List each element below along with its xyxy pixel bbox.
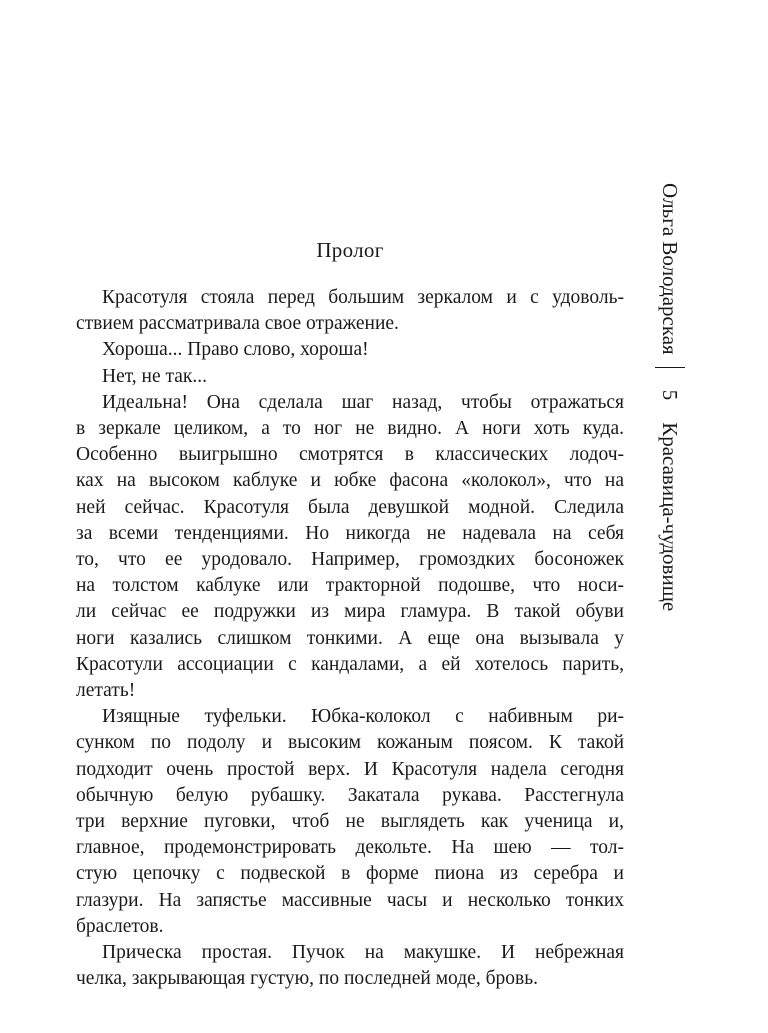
text-line: летать! xyxy=(76,680,136,702)
text-line: сунком по подолу и высоким кожаным поясом. К такой xyxy=(76,732,624,754)
text-line: браслетов. xyxy=(76,915,164,937)
text-line: обычную белую рубашку. Закатала рукава. Расстегнула xyxy=(76,784,624,806)
text-line: Красотуля стояла перед большим зеркалом и с удоволь- xyxy=(102,287,624,308)
text-line: ствием рассматривала свое отражение. xyxy=(76,313,399,335)
text-line: в зеркале целиком, а то ног не видно. А ноги хоть куда. xyxy=(76,418,624,440)
page-number: 5 xyxy=(658,389,683,401)
running-head-divider xyxy=(655,367,685,368)
paragraph xyxy=(76,940,624,992)
chapter-body xyxy=(76,238,624,992)
chapter-title: Пролог xyxy=(316,238,384,262)
paragraph xyxy=(76,285,624,337)
text-line: ли сейчас ее подружки из мира гламура. В такой обуви xyxy=(76,601,624,623)
text-line: то, что ее уродовало. Например, громоздких босоножек xyxy=(76,549,624,571)
running-head-rotated xyxy=(650,183,690,689)
paragraph xyxy=(76,337,624,363)
text-line: стую цепочку с подвеской в форме пиона из серебра и xyxy=(76,863,624,885)
text-line: ноги казались слишком тонкими. А еще она вызывала у xyxy=(76,627,624,649)
text-line: ней сейчас. Красотуля была девушкой модной. Следила xyxy=(76,496,624,518)
text-line: челка, закрывающая густую, по последней моде, бровь. xyxy=(76,968,538,990)
text-line: три верхние пуговки, чтоб не выглядеть как ученица и, xyxy=(76,811,624,833)
text-line: на толстом каблуке или тракторной подошве, что носи- xyxy=(76,575,624,597)
text-line: Прическа простая. Пучок на макушке. И небрежная xyxy=(102,942,624,964)
running-head xyxy=(640,183,696,689)
text-line: Нет, не так... xyxy=(102,365,208,387)
running-head-book-title: Красавица-чудовище xyxy=(658,422,683,612)
text-line: Особенно выигрышно смотрятся в классических лодоч- xyxy=(76,444,624,466)
paragraph xyxy=(76,390,624,704)
text-line: за всеми тенденциями. Но никогда не надевала на себя xyxy=(76,522,624,544)
text-line: глазури. На запястье массивные часы и несколько тонких xyxy=(76,889,624,911)
text-line: Изящные туфельки. Юбка-колокол с набивным ри- xyxy=(102,706,624,728)
text-line: Идеальна! Она сделала шаг назад, чтобы отражаться xyxy=(102,391,624,413)
text-line: главное, продемонстрировать декольте. На шею — тол- xyxy=(76,837,624,859)
text-line: ках на высоком каблуке и юбке фасона «колокол», что на xyxy=(76,470,624,492)
paragraph xyxy=(76,704,624,940)
paragraph-list xyxy=(76,285,624,992)
running-head-author: Ольга Володарская xyxy=(658,183,683,355)
text-line: подходит очень простой верх. И Красотуля надела сегодня xyxy=(76,758,624,780)
text-line: Красотули ассоциации с кандалами, а ей хотелось парить, xyxy=(76,653,624,675)
text-line: Хороша... Право слово, хороша! xyxy=(102,339,369,361)
paragraph xyxy=(76,364,624,390)
